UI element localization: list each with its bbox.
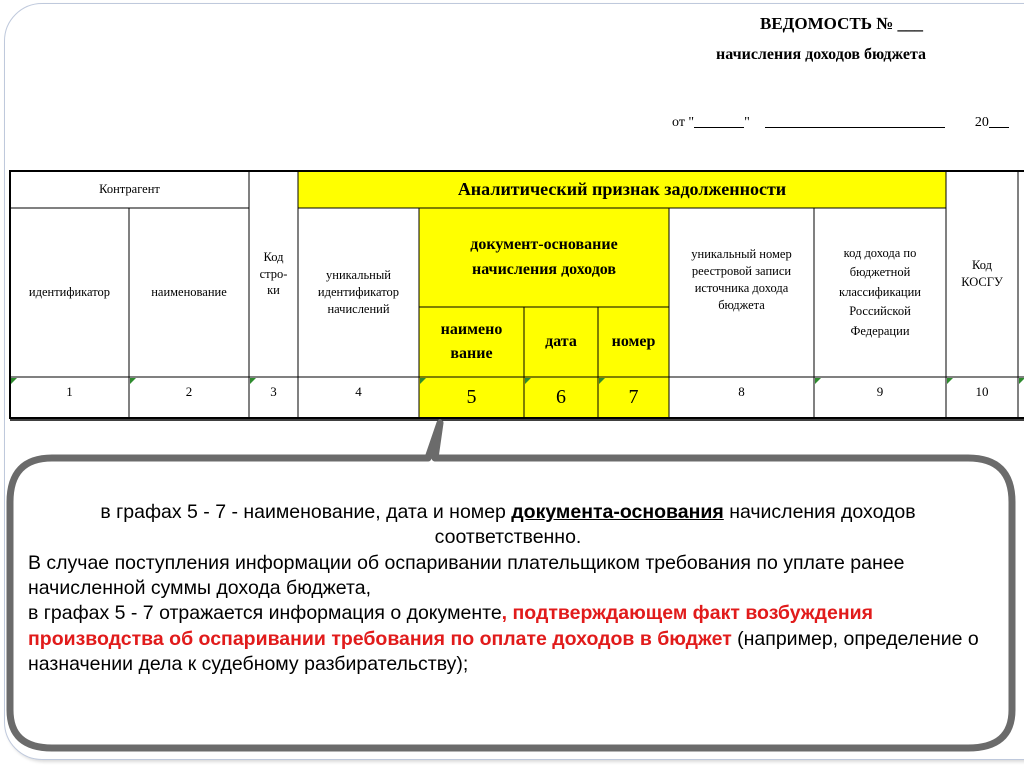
doc-date-header: дата: [545, 333, 577, 351]
kosgu-header: Код КОСГУ: [961, 258, 1003, 289]
callout-line-3: в графах 5 - 7 отражается информация о документе, подтверждающем факт возбуждения производства об оспаривании требования по оплате доходов в бюджет (например, определение о назначении дела к судебному разбирательству);: [28, 602, 979, 676]
doc-basis-emphasis: документа-основания: [511, 501, 724, 523]
red-emphasis: , подтверждающем факт возбуждения производства об оспаривании требования по оплате доходов в бюджет: [28, 602, 873, 650]
col-num-2: 2: [185, 384, 193, 399]
col-num-4: 4: [355, 384, 362, 399]
col-num-5: 5: [466, 386, 477, 408]
callout-line-1: в графах 5 - 7 - наименование, дата и номер документа-основания начисления доходов соответственно.: [100, 501, 916, 549]
statement-title: ВЕДОМОСТЬ № ___: [760, 14, 924, 33]
col-num-8: 8: [738, 384, 745, 399]
col-num-7: 7: [628, 386, 639, 408]
callout-text: [28, 500, 988, 677]
callout-line-2: В случае поступления информации об оспаривании плательщиком требования по уплате ранее начисленной суммы дохода бюджета,: [28, 551, 905, 600]
col-num-6: 6: [556, 386, 566, 408]
analytic-header: Аналитический признак задолженности: [457, 178, 787, 199]
statement-subtitle: начисления доходов бюджета: [716, 46, 927, 63]
unique-reg-header: уникальный номер реестровой записи источника дохода бюджета: [691, 247, 792, 312]
doc-basis-header: документ-основание начисления доходов: [470, 235, 618, 278]
identifier-header: идентификатор: [28, 285, 111, 300]
date-quote: ": [744, 115, 750, 130]
doc-number-header: номер: [611, 333, 656, 351]
name-header: наименование: [151, 285, 227, 300]
col-num-1: 1: [66, 384, 73, 399]
income-code-header: код дохода по бюджетной классификации Российской Федерации: [839, 246, 921, 338]
year-prefix: 20: [974, 115, 989, 130]
date-prefix: от ": [672, 115, 695, 130]
doc-name-header: наимено вание: [440, 321, 503, 362]
unique-id-header: уникальный идентификатор начислений: [317, 268, 400, 316]
col-num-9: 9: [876, 384, 884, 399]
col-num-10: 10: [975, 384, 989, 399]
line-code-header: Код стро-ки: [259, 249, 288, 298]
col-num-3: 3: [270, 384, 277, 399]
kontragent-header: Контрагент: [99, 182, 160, 197]
